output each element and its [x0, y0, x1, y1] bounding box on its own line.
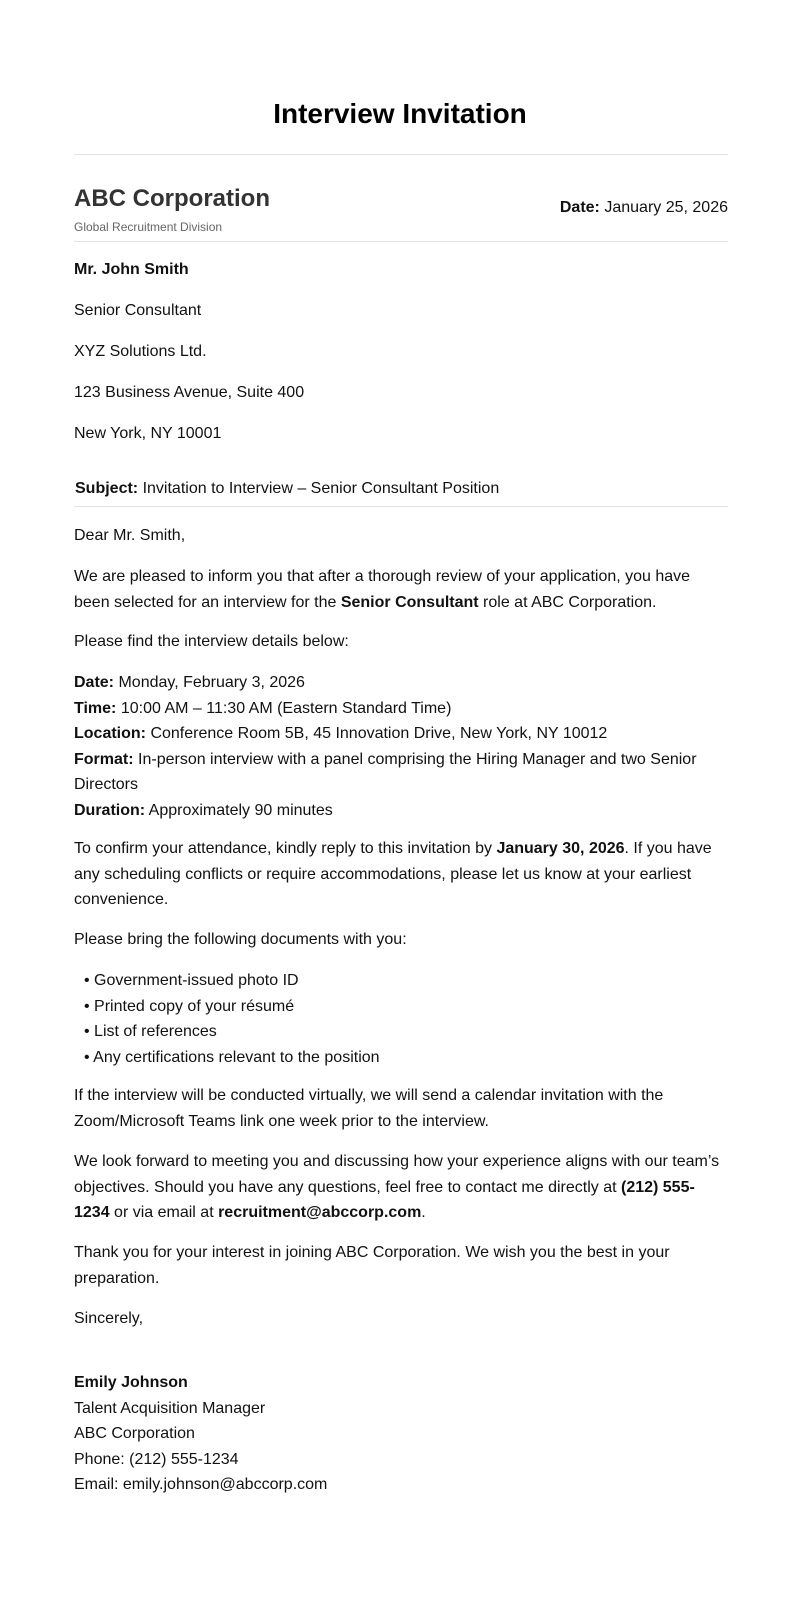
confirm-paragraph	[74, 836, 728, 913]
recipient-name: Mr. John Smith	[74, 261, 189, 278]
intro-paragraph	[74, 564, 728, 615]
company-name: ABC Corporation	[74, 185, 270, 212]
list-item: • Any certifications relevant to the position	[84, 1048, 380, 1066]
interview-details	[74, 670, 728, 823]
contact-phone: (212) 555-1234	[74, 1178, 695, 1221]
contact-text: We look forward to meeting you and discussing how your experience aligns with our team’s objectives. Should you have any questions, feel free to contact me directly at	[74, 1153, 720, 1196]
recipient-company: XYZ Solutions Ltd.	[74, 343, 207, 360]
contact-paragraph	[74, 1149, 728, 1226]
signature-block	[74, 1370, 728, 1498]
virtual-paragraph: If the interview will be conducted virtually, we will send a calendar invitation with the Zoom/Microsoft Teams link one week prior to the interview.	[74, 1087, 664, 1130]
list-item: • List of references	[84, 1023, 217, 1040]
divider	[74, 154, 728, 155]
signature-phone: Phone: (212) 555-1234	[74, 1450, 239, 1468]
greeting: Dear Mr. Smith,	[74, 527, 186, 544]
company-division: Global Recruitment Division	[74, 220, 223, 234]
recipient-position: Senior Consultant	[74, 302, 202, 319]
subject-line	[75, 477, 499, 501]
detail-value: Conference Room 5B, 45 Innovation Drive, New York, NY 10012	[150, 725, 608, 742]
intro-text-end: role at ABC Corporation.	[478, 593, 657, 611]
letter-date-value: January 25, 2026	[604, 199, 728, 216]
detail-time	[74, 696, 728, 722]
intro-text: We are pleased to inform you that after a thorough review of your application, you have been selected for an interview for the	[74, 568, 691, 611]
signature-title: Talent Acquisition Manager	[74, 1399, 266, 1417]
detail-value: Approximately 90 minutes	[148, 801, 333, 819]
intro-role: Senior Consultant	[340, 593, 479, 611]
contact-email: recruitment@abccorp.com	[218, 1204, 422, 1221]
detail-value: 10:00 AM – 11:30 AM (Eastern Standard Time)	[120, 699, 452, 717]
detail-date	[74, 670, 728, 696]
details-intro: Please find the interview details below:	[74, 633, 349, 650]
detail-label: Time:	[74, 699, 117, 717]
thanks-paragraph: Thank you for your interest in joining ABC Corporation. We wish you the best in your preparation.	[74, 1244, 670, 1287]
recipient-address-line2: New York, NY 10001	[74, 425, 222, 442]
letter-date	[560, 196, 728, 220]
list-item: • Government-issued photo ID	[84, 972, 299, 989]
documents-intro: Please bring the following documents with you:	[74, 931, 407, 948]
detail-value: Monday, February 3, 2026	[118, 674, 305, 691]
divider	[74, 241, 728, 242]
confirm-text-end: . If you have any scheduling conflicts or require accommodations, please let us know at your earliest convenience.	[74, 840, 712, 908]
list-item: • Printed copy of your résumé	[84, 997, 295, 1015]
signature-email: Email: emily.johnson@abccorp.com	[74, 1476, 328, 1493]
detail-location	[74, 721, 728, 747]
detail-label: Duration:	[74, 801, 146, 819]
detail-format	[74, 747, 728, 798]
page-title: Interview Invitation	[273, 98, 527, 129]
signature-name: Emily Johnson	[74, 1374, 188, 1391]
detail-value: In-person interview with a panel comprising the Hiring Manager and two Senior Directors	[74, 750, 697, 793]
detail-label: Location:	[74, 725, 146, 742]
detail-label: Format:	[74, 750, 134, 768]
contact-text-end: .	[421, 1204, 426, 1221]
detail-duration	[74, 798, 728, 824]
signature-company: ABC Corporation	[74, 1425, 195, 1442]
subject-label: Subject:	[75, 480, 139, 497]
closing: Sincerely,	[74, 1310, 144, 1327]
recipient-address-line1: 123 Business Avenue, Suite 400	[74, 384, 305, 401]
subject-text: Invitation to Interview – Senior Consultant Position	[142, 480, 500, 497]
confirm-text: To confirm your attendance, kindly reply to this invitation by	[74, 840, 497, 857]
contact-text-mid: or via email at	[109, 1204, 219, 1221]
divider	[74, 506, 728, 507]
documents-list	[74, 968, 728, 1070]
letter-date-label: Date:	[559, 199, 600, 216]
detail-label: Date:	[74, 674, 115, 691]
confirm-deadline: January 30, 2026	[496, 840, 625, 857]
